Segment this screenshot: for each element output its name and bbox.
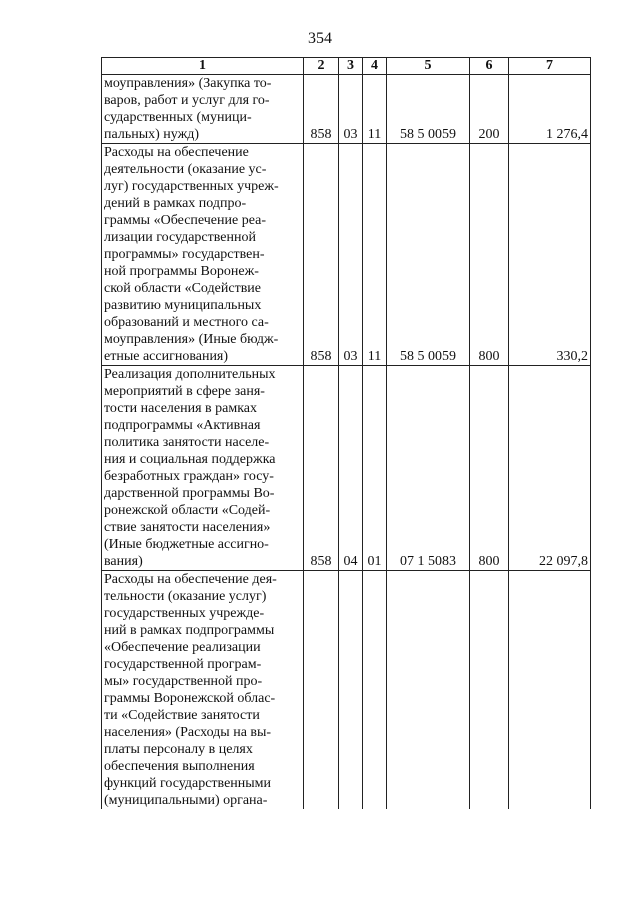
description-line: Расходы на обеспечение <box>104 145 249 160</box>
cell-code-target: 58 5 0059 <box>387 144 470 366</box>
description-line: ствие занятости населения» <box>104 520 271 535</box>
description-line: сударственных (муници- <box>104 110 252 125</box>
description-line: деятельности (оказание ус- <box>104 162 267 177</box>
description-line: моуправления» (Закупка то- <box>104 76 272 91</box>
cell-code-target: 58 5 0059 <box>387 75 470 144</box>
description-line: функций государственными <box>104 776 272 791</box>
description-line: государственной програм- <box>104 657 262 672</box>
header-col-1: 1 <box>102 58 304 75</box>
header-col-3: 3 <box>339 58 363 75</box>
cell-code-section: 03 <box>339 75 363 144</box>
cell-code-target: 07 1 5083 <box>387 366 470 571</box>
description-line: луг) государственных учреж- <box>104 179 279 194</box>
description-line: платы персоналу в целях <box>104 742 253 757</box>
row-description <box>102 366 304 571</box>
description-line: пальных) нужд) <box>104 127 200 142</box>
description-line: мероприятий в сфере заня- <box>104 384 265 399</box>
description-line: тости населения в рамках <box>104 401 258 416</box>
cell-code-subsection <box>363 571 387 810</box>
description-line: безработных граждан» госу- <box>104 469 274 484</box>
table-row <box>102 366 591 571</box>
table-row <box>102 571 591 810</box>
header-col-6: 6 <box>470 58 509 75</box>
description-line: Расходы на обеспечение дея- <box>104 572 277 587</box>
description-line: вания) <box>104 554 143 569</box>
cell-amount: 1 276,4 <box>509 75 591 144</box>
cell-code-admin: 858 <box>304 75 339 144</box>
description-line: развитию муниципальных <box>104 298 262 313</box>
description-line: Реализация дополнительных <box>104 367 276 382</box>
cell-code-admin: 858 <box>304 366 339 571</box>
description-line: ти «Содействие занятости <box>104 708 260 723</box>
description-line: ния и социальная поддержка <box>104 452 276 467</box>
header-row <box>102 58 591 75</box>
description-line: варов, работ и услуг для го- <box>104 93 270 108</box>
cell-amount <box>509 571 591 810</box>
row-description <box>102 571 304 810</box>
cell-code-section: 04 <box>339 366 363 571</box>
description-line: ронежской области «Содей- <box>104 503 271 518</box>
description-line: граммы «Обеспечение реа- <box>104 213 266 228</box>
description-line: населения» (Расходы на вы- <box>104 725 272 740</box>
description-line: моуправления» (Иные бюдж- <box>104 332 279 347</box>
description-line: (Иные бюджетные ассигно- <box>104 537 269 552</box>
row-description <box>102 144 304 366</box>
description-line: (муниципальными) органа- <box>104 793 268 808</box>
description-line: дений в рамках подпро- <box>104 196 247 211</box>
row-description <box>102 75 304 144</box>
cell-code-admin: 858 <box>304 144 339 366</box>
header-col-2: 2 <box>304 58 339 75</box>
cell-amount: 22 097,8 <box>509 366 591 571</box>
description-line: етные ассигнования) <box>104 349 229 364</box>
cell-code-expense-type <box>470 571 509 810</box>
cell-amount: 330,2 <box>509 144 591 366</box>
cell-code-expense-type: 200 <box>470 75 509 144</box>
cell-code-section: 03 <box>339 144 363 366</box>
description-line: ской области «Содействие <box>104 281 262 296</box>
description-line: мы» государственной про- <box>104 674 263 689</box>
cell-code-expense-type: 800 <box>470 144 509 366</box>
table-row <box>102 144 591 366</box>
description-line: программы» государствен- <box>104 247 265 262</box>
description-line: ной программы Воронеж- <box>104 264 259 279</box>
page-number: 354 <box>308 30 332 47</box>
description-line: граммы Воронежской облас- <box>104 691 276 706</box>
cell-code-target <box>387 571 470 810</box>
description-line: «Обеспечение реализации <box>104 640 261 655</box>
header-col-7: 7 <box>509 58 591 75</box>
header-col-4: 4 <box>363 58 387 75</box>
cell-code-subsection: 01 <box>363 366 387 571</box>
description-line: лизации государственной <box>104 230 256 245</box>
description-line: обеспечения выполнения <box>104 759 255 774</box>
cell-code-admin <box>304 571 339 810</box>
header-col-5: 5 <box>387 58 470 75</box>
cell-code-subsection: 11 <box>363 75 387 144</box>
description-line: образований и местного са- <box>104 315 269 330</box>
description-line: подпрограммы «Активная <box>104 418 261 433</box>
description-line: государственных учрежде- <box>104 606 265 621</box>
description-line: политика занятости населе- <box>104 435 270 450</box>
budget-table <box>101 57 591 809</box>
cell-code-subsection: 11 <box>363 144 387 366</box>
description-line: ний в рамках подпрограммы <box>104 623 275 638</box>
table-row <box>102 75 591 144</box>
description-line: дарственной программы Во- <box>104 486 275 501</box>
description-line: тельности (оказание услуг) <box>104 589 267 604</box>
cell-code-section <box>339 571 363 810</box>
cell-code-expense-type: 800 <box>470 366 509 571</box>
